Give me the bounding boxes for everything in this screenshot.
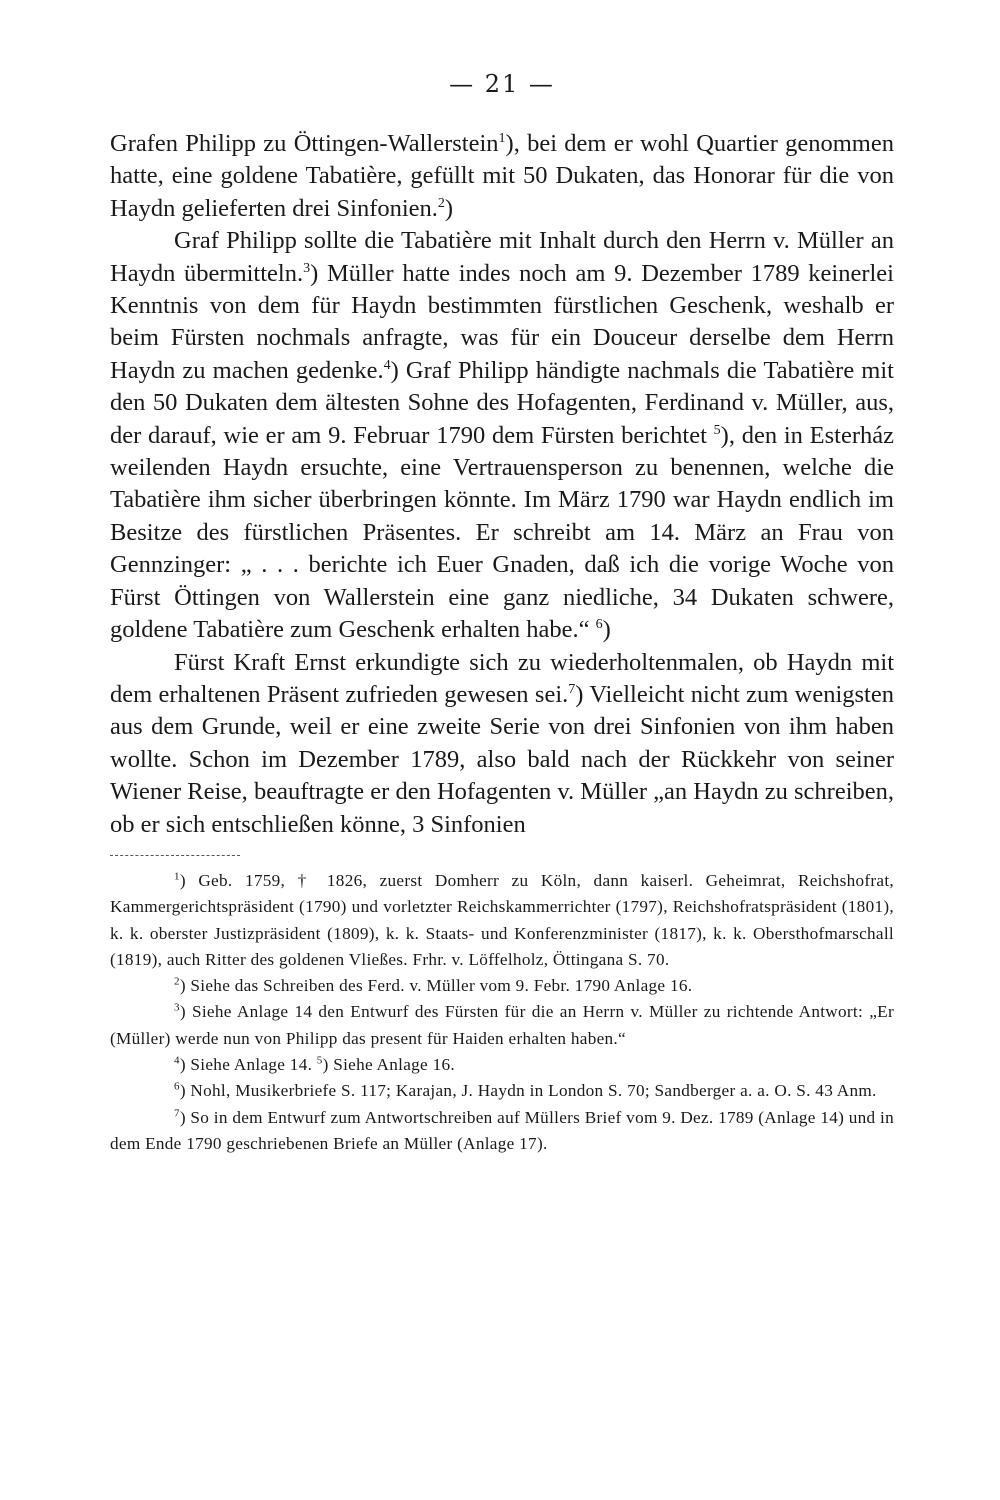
text-run: ) Vielleicht nicht zum wenigsten aus dem Grunde, weil er eine zweite Serie von drei Sinfonien von ihm haben wollte. Schon im Dezember 1789, also bald nach der Rückkehr von seiner Wiener Reise, beauftragte er den Hofagenten v. Müller „an Haydn zu schreiben, ob er sich entschließen könne, 3 Sinfonien xyxy=(110,680,894,838)
footnote xyxy=(110,868,894,973)
footnote-marker: 1 xyxy=(498,130,506,146)
footnote-marker: 7 xyxy=(174,1106,180,1119)
footnote xyxy=(110,1052,894,1078)
page-number: — 21 — xyxy=(449,70,555,98)
text-run: ) xyxy=(444,194,454,222)
footnote-marker: 2 xyxy=(174,975,180,988)
paragraph xyxy=(110,647,894,841)
footnote-marker: 3 xyxy=(303,260,311,276)
book-page xyxy=(110,70,894,1157)
footnote-marker: 2 xyxy=(437,195,445,211)
footnote xyxy=(110,973,894,999)
footnote-marker: 7 xyxy=(568,681,576,697)
footnotes xyxy=(110,868,894,1157)
text-run: ) Nohl, Musikerbriefe S. 117; Karajan, J. Haydn in London S. 70; Sandberger a. a. O. S. 43 Anm. xyxy=(179,1081,877,1101)
text-run: Grafen Philipp zu Öttingen-Wallerstein xyxy=(110,130,499,157)
text-run: ) Siehe Anlage 14. xyxy=(179,1055,317,1075)
footnote xyxy=(110,1105,894,1158)
footnote-separator xyxy=(110,855,240,856)
footnote-marker: 1 xyxy=(174,870,180,883)
text-run: ), bei dem er wohl Quartier genommen hatte, eine goldene Tabatière, gefüllt mit 50 Dukaten, das Honorar für die von Haydn gelieferten drei Sinfonien. xyxy=(110,130,894,222)
footnote-marker: 4 xyxy=(174,1054,180,1067)
text-run: ) Geb. 1759, † 1826, zuerst Domherr zu Köln, dann kaiserl. Geheimrat, Reichshofrat, Kammergerichtspräsident (1790) und vorletzter Reichskammerrichter (1797), Reichshofratspräsident (1801), k. k. oberster Justizpräsident (1809), k. k. Staats- und Konferenzminister (1817), k. k. Obersthofmarschall (1819), auch Ritter des goldenen Vließes. Frhr. v. Löffelholz, Öttingana S. 70. xyxy=(110,870,894,969)
text-run: ) Siehe Anlage 14 den Entwurf des Fürsten für die an Herrn v. Müller zu richtende Antwort: „Er (Müller) werde nun von Philipp das present für Haiden erhalten haben.“ xyxy=(110,1002,894,1048)
text-run: Graf Philipp sollte die Tabatière mit Inhalt durch den Herrn v. Müller an Haydn übermitteln. xyxy=(110,227,894,287)
text-run: ), den in Esterház weilenden Haydn ersuchte, eine Vertrauensperson zu benennen, welche die Tabatière ihm sicher überbringen könnte. Im März 1790 war Haydn endlich im Besitze des fürstlichen Präsentes. Er schreibt am 14. März an Frau von Gennzinger: „ . . . berichte ich Euer Gnaden, daß ich die vorige Woche von Fürst Öttingen von Wallerstein eine ganz niedliche, 34 Dukaten schwere, goldene Tabatière zum Geschenk erhalten habe.“ xyxy=(110,421,894,644)
text-run: ) So in dem Entwurf zum Antwortschreiben auf Müllers Brief vom 9. Dez. 1789 (Anlage 14) und in dem Ende 1790 geschriebenen Briefe an Müller (Anlage 17). xyxy=(110,1107,894,1153)
text-run: ) Siehe das Schreiben des Ferd. v. Müller vom 9. Febr. 1790 Anlage 16. xyxy=(179,976,693,996)
footnote-marker: 5 xyxy=(713,422,721,438)
text-run: ) Graf Philipp händigte nachmals die Tabatière mit den 50 Dukaten dem ältesten Sohne des Hofagenten, Ferdinand v. Müller, aus, der darauf, wie er am 9. Februar 1790 dem Fürsten berichtet xyxy=(110,356,894,449)
footnote-marker: 6 xyxy=(595,616,603,632)
footnote xyxy=(110,1078,894,1104)
footnote-marker: 5 xyxy=(316,1054,323,1067)
paragraph xyxy=(110,225,894,646)
footnote-marker: 3 xyxy=(174,1001,180,1014)
text-run: ) Siehe Anlage 16. xyxy=(322,1055,455,1075)
footnote-marker: 4 xyxy=(383,357,391,373)
text-run: ) xyxy=(602,616,611,644)
footnote-marker: 6 xyxy=(174,1080,180,1093)
paragraph xyxy=(110,128,894,225)
text-run: ) Müller hatte indes noch am 9. Dezember 1789 keinerlei Kenntnis von dem für Haydn bestimmten fürstlichen Geschenk, weshalb er beim Fürsten nochmals anfragte, was für ein Douceur derselbe dem Herrn Haydn zu machen gedenke. xyxy=(110,259,894,384)
main-text xyxy=(110,128,894,841)
text-run: Fürst Kraft Ernst erkundigte sich zu wiederholtenmalen, ob Haydn mit dem erhaltenen Präsent zufrieden gewesen sei. xyxy=(110,648,894,708)
footnote xyxy=(110,999,894,1052)
